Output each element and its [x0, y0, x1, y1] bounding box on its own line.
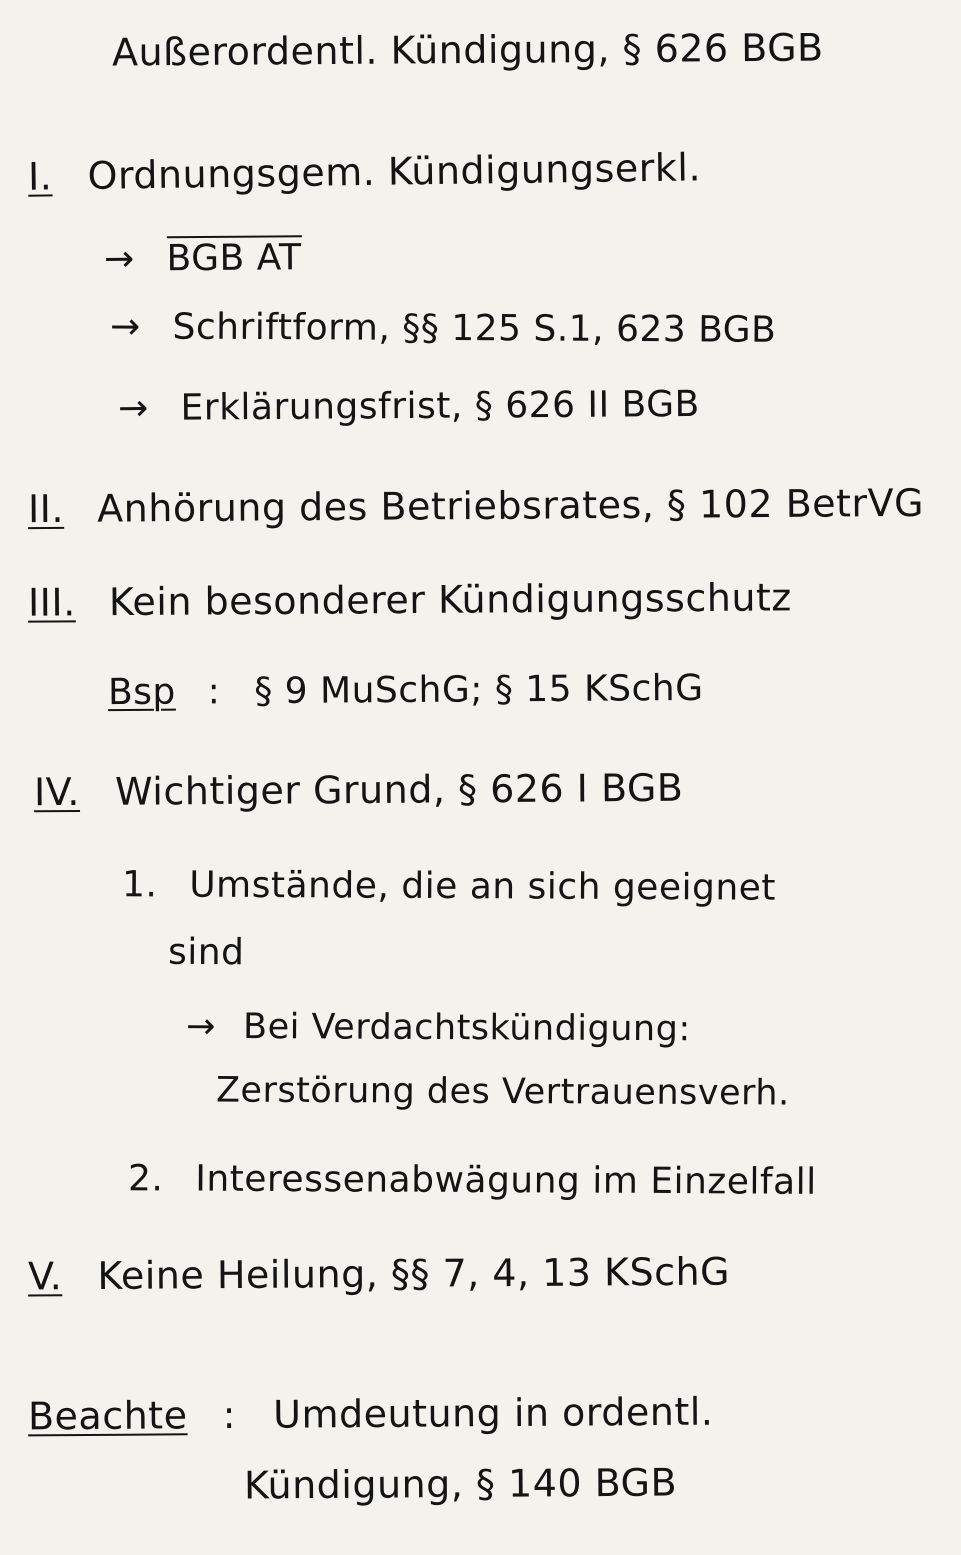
example-separator: :	[207, 671, 221, 713]
section-iii-example	[108, 668, 704, 713]
example-label: Bsp	[107, 671, 176, 714]
section-i-bullet-3	[118, 384, 700, 429]
section-v-marker: V.	[27, 1254, 63, 1299]
section-v-heading: Keine Heilung, §§ 7, 4, 13 KSchG	[97, 1249, 731, 1298]
section-i-bullet-3-label: Erklärungsfrist, § 626 II BGB	[180, 383, 700, 429]
item-2-text: Interessenabwägung im Einzelfall	[195, 1158, 817, 1203]
section-i-bullet-1-label: BGB AT	[166, 237, 302, 280]
section-i-bullet-2	[110, 306, 777, 350]
page-title: Außerordentl. Kündigung, § 626 BGB	[111, 25, 824, 75]
section-ii	[28, 481, 924, 531]
section-ii-heading: Anhörung des Betriebsrates, § 102 BetrVG	[97, 480, 925, 531]
section-iv-item-2	[128, 1158, 817, 1203]
section-i-bullet-2-label: Schriftform, §§ 125 S.1, 623 BGB	[172, 306, 777, 351]
arrow-icon: →	[103, 238, 135, 280]
section-iv-item-1-line-2: sind	[167, 931, 245, 974]
arrow-icon: →	[117, 387, 149, 430]
section-iii-marker: III.	[27, 580, 76, 625]
item-1-number: 1.	[121, 864, 158, 906]
section-i-bullet-1	[104, 237, 302, 279]
arrow-icon: →	[109, 306, 141, 348]
section-i-marker: I.	[27, 154, 53, 199]
note-separator: :	[222, 1392, 237, 1438]
section-iii-heading: Kein besonderer Kündigungsschutz	[108, 575, 792, 625]
section-iv-marker: IV.	[33, 769, 81, 815]
section-iv-item-1-line-1	[122, 864, 776, 908]
note-label: Beachte	[27, 1393, 188, 1439]
arrow-icon: →	[185, 1006, 216, 1047]
item-1-text: Umstände, die an sich geeignet	[189, 864, 777, 909]
note-line-1	[28, 1390, 714, 1439]
section-iv-heading: Wichtiger Grund, § 626 I BGB	[114, 765, 684, 814]
section-iv	[34, 766, 684, 815]
section-i	[28, 145, 702, 198]
note-line-2: Kündigung, § 140 BGB	[243, 1460, 678, 1508]
section-iv-item-1-sub-line-1	[186, 1007, 691, 1050]
sub-text-1: Bei Verdachtskündigung:	[243, 1006, 691, 1050]
section-i-heading: Ordnungsgem. Kündigungserkl.	[87, 145, 702, 198]
section-iii	[28, 575, 792, 624]
note-text-1: Umdeutung in ordentl.	[273, 1389, 714, 1437]
item-2-number: 2.	[127, 1158, 164, 1200]
example-text: § 9 MuSchG; § 15 KSchG	[254, 667, 704, 713]
section-v	[28, 1250, 730, 1299]
section-ii-marker: II.	[27, 486, 65, 532]
section-iv-item-1-sub-line-2: Zerstörung des Vertrauensverh.	[215, 1070, 790, 1114]
